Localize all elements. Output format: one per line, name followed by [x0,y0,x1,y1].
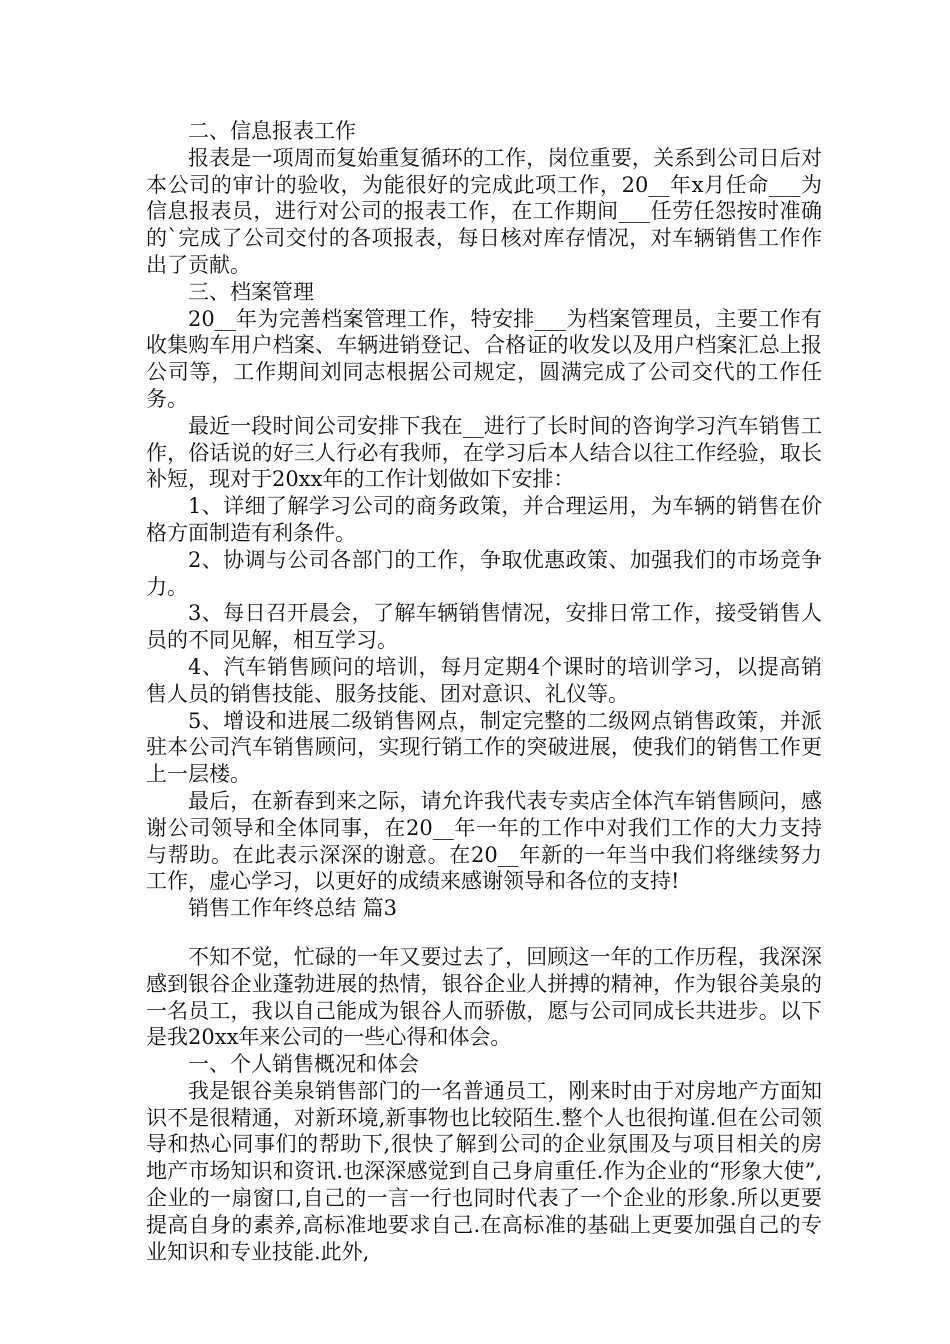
list-item: 2、协调与公司各部门的工作，争取优惠政策、加强我们的市场竞争力。 [146,547,822,599]
document-body [146,118,822,1265]
section-heading-info-report: 二、信息报表工作 [188,119,356,143]
list-item: 1、详细了解学习公司的商务政策，并合理运用，为车辆的销售在价格方面制造有利条件。 [146,494,822,545]
section-heading-archive: 三、档案管理 [188,279,314,304]
article-title-part3: 销售工作年终总结 篇3 [188,896,398,921]
list-item: 4、汽车销售顾问的培训，每月定期4个课时的培训学习，以提高销售人员的销售技能、服务技能、团对意识、礼仪等。 [146,654,822,706]
paragraph: 报表是一项周而复始重复循环的工作，岗位重要，关系到公司日后对本公司的审计的验收，为能很好的完成此项工作，20__年x月任命___为信息报表员，进行对公司的报表工作，在工作期间___任劳任怨按时准确的`完成了公司交付的各项报表，每日核对库存情况，对车辆销售工作作出了贡献。 [146,145,822,277]
section-heading-personal-sales: 一、个人销售概况和体会 [188,1052,419,1077]
paragraph: 不知不觉，忙碌的一年又要过去了，回顾这一年的工作历程，我深深感到银谷企业蓬勃进展的热情，银谷企业人拼搏的精神，作为银谷美泉的一名员工，我以自己能成为银谷人而骄傲，愿与公司同成长共进步。以下是我20xx年来公司的一些心得和体会。 [146,944,822,1050]
list-item: 3、每日召开晨会，了解车辆销售情况，安排日常工作，接受销售人员的不同见解，相互学习。 [146,601,822,653]
paragraph: 20__年为完善档案管理工作，特安排___为档案管理员，主要工作有收集购车用户档案、车辆进销登记、合格证的收发以及用户档案汇总上报公司等，工作期间刘同志根据公司规定，圆满完成了公司交代的工作任务。 [146,306,822,411]
list-item: 5、增设和进展二级销售网点，制定完整的二级网点销售政策，并派驻本公司汽车销售顾问，实现行销工作的突破进展，使我们的销售工作更上一层楼。 [146,708,822,787]
paragraph: 最近一段时间公司安排下我在__进行了长时间的咨询学习汽车销售工作，俗话说的好三人行必有我师，在学习后本人结合以往工作经验，取长补短，现对于20xx年的工作计划做如下安排： [146,413,822,492]
paragraph: 最后，在新春到来之际，请允许我代表专卖店全体汽车销售顾问，感谢公司领导和全体同事，在20__年一年的工作中对我们工作的大力支持与帮助。在此表示深深的谢意。在20__年新的一年当中我们将继续努力工作，虚心学习，以更好的成绩来感谢领导和各位的支持! [146,788,822,894]
paragraph: 我是银谷美泉销售部门的一名普通员工，刚来时由于对房地产方面知识不是很精通，对新环境,新事物也比较陌生.整个人也很拘谨.但在公司领导和热心同事们的帮助下,很快了解到公司的企业氛围及与项目相关的房地产市场知识和资讯.也深深感觉到自己身肩重任.作为企业的“形象大使”,企业的一扇窗口,自己的一言一行也同时代表了一个企业的形象.所以更要提高自身的素养,高标准地要求自己.在高标准的基础上更要加强自己的专业知识和专业技能.此外, [146,1078,822,1264]
spacer [146,922,822,944]
